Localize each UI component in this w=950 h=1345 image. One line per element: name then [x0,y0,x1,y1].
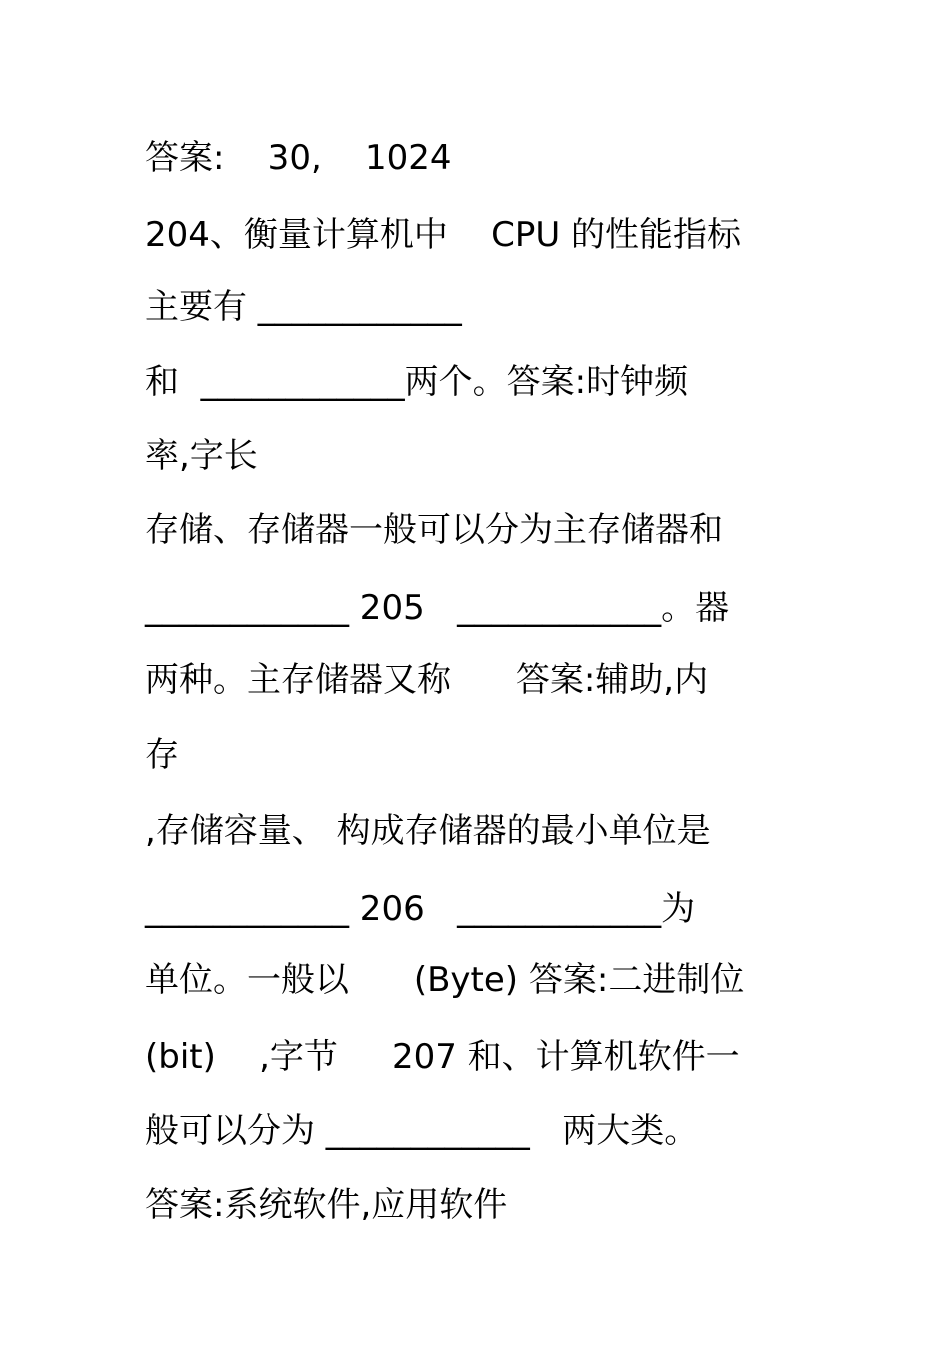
text-line: 存 [145,735,179,775]
text-line: (bit) ,字节 207 和、计算机软件一 [145,1037,740,1077]
text-line: ____________ 205 ____________。器 [145,588,730,628]
text-line: 单位。一般以 (Byte) 答案:二进制位 [145,960,745,1000]
text-line: 存储、存储器一般可以分为主存储器和 [145,510,723,550]
text-line: 率,字长 [145,436,258,476]
text-line: ,存储容量、 构成存储器的最小单位是 [145,811,711,851]
text-line: 和 ____________两个。答案:时钟频 [145,362,689,402]
text-line: 答案: 30, 1024 [145,138,452,178]
text-line: 答案:系统软件,应用软件 [145,1185,508,1225]
text-line: 般可以分为 ____________ 两大类。 [145,1111,699,1151]
text-line: 204、衡量计算机中 CPU 的性能指标 [145,215,742,255]
text-line: 两种。主存储器又称 答案:辅助,内 [145,660,709,700]
text-line: ____________ 206 ____________为 [145,889,696,929]
text-line: 主要有 ____________ [145,287,462,327]
